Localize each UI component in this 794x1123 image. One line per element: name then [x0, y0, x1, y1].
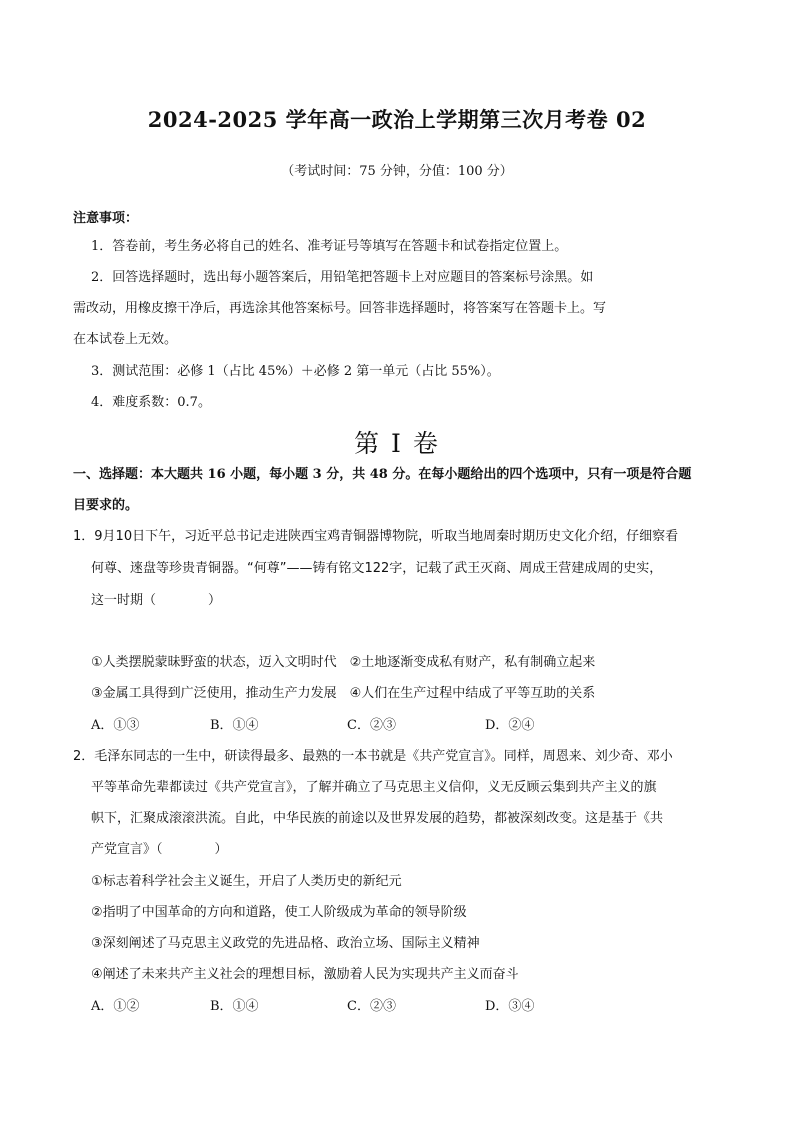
notice-heading: 注意事项： — [73, 211, 139, 226]
notice-line: 1．答卷前，考生务必将自己的姓名、准考证号等填写在答题卡和试卷指定位置上。 — [91, 239, 568, 254]
notice-line: 在本试卷上无效。 — [73, 332, 178, 347]
section-instruction: 一、选择题：本大题共 16 小题，每小题 3 分，共 48 分。在每小题给出的四个选项中，只有一项是符合题 — [73, 467, 692, 482]
question-2-statement: ②指明了中国革命的方向和道路，使工人阶级成为革命的领导阶级 — [91, 905, 467, 920]
question-2-option-b[interactable]: B．①④ — [210, 999, 259, 1014]
notice-line: 3．测试范围：必修 1（占比 45%）＋必修 2 第一单元（占比 55%）。 — [91, 364, 500, 379]
section-instruction: 目要求的。 — [73, 498, 139, 513]
question-2-statement: ①标志着科学社会主义诞生，开启了人类历史的新纪元 — [91, 874, 402, 889]
question-1-stem: 何尊、逨盘等珍贵青铜器。“何尊”——铸有铭文122字，记载了武王灭商、周成王营建成周的史实， — [91, 561, 663, 576]
question-1-option-c[interactable]: C．②③ — [347, 718, 396, 733]
question-1-option-b[interactable]: B．①④ — [210, 718, 259, 733]
question-2-stem: 产党宣言》（ ） — [91, 842, 228, 857]
volume-title: 第 I 卷 — [354, 429, 440, 458]
question-2-statement: ③深刻阐述了马克思主义政党的先进品格、政治立场、国际主义精神 — [91, 936, 480, 951]
question-1-stem: 1．9月10日下午，习近平总书记走进陕西宝鸡青铜器博物院，听取当地周秦时期历史文化介绍，仔细察看 — [73, 529, 679, 544]
question-1-statement: ①人类摆脱蒙昧野蛮的状态，迈入文明时代 ②土地逐渐变成私有财产，私有制确立起来 — [91, 655, 596, 670]
question-2-option-c[interactable]: C．②③ — [347, 999, 396, 1014]
question-1-option-d[interactable]: D．②④ — [485, 718, 535, 733]
exam-title: 2024-2025 学年高一政治上学期第三次月考卷 02 — [147, 107, 647, 132]
notice-line: 4．难度系数：0.7。 — [91, 395, 211, 410]
notice-line: 需改动，用橡皮擦干净后，再选涂其他答案标号。回答非选择题时，将答案写在答题卡上。写 — [73, 301, 607, 316]
question-1-stem: 这一时期（ ） — [91, 593, 222, 608]
question-2-stem: 2．毛泽东同志的一生中，研读得最多、最熟的一本书就是《共产党宣言》。同样，周恩来、刘少奇、邓小 — [73, 749, 673, 764]
question-1-statement: ③金属工具得到广泛使用，推动生产力发展 ④人们在生产过程中结成了平等互助的关系 — [91, 686, 596, 701]
question-2-statement: ④阐述了未来共产主义社会的理想目标，激励着人民为实现共产主义而奋斗 — [91, 967, 519, 982]
question-2-option-d[interactable]: D．③④ — [485, 999, 535, 1014]
question-2-stem: 平等革命先辈都读过《共产党宣言》，了解并确立了马克思主义信仰，义无反顾云集到共产主义的旗 — [91, 780, 657, 795]
question-1-option-a[interactable]: A．①③ — [91, 718, 140, 733]
question-2-stem: 帜下，汇聚成滚滚洪流。自此，中华民族的前途以及世界发展的趋势，都被深刻改变。这是基于《共 — [91, 811, 664, 826]
exam-subtitle: （考试时间：75 分钟，分值：100 分） — [281, 164, 513, 179]
question-2-option-a[interactable]: A．①② — [91, 999, 140, 1014]
notice-line: 2．回答选择题时，选出每小题答案后，用铅笔把答题卡上对应题目的答案标号涂黑。如 — [91, 270, 594, 285]
